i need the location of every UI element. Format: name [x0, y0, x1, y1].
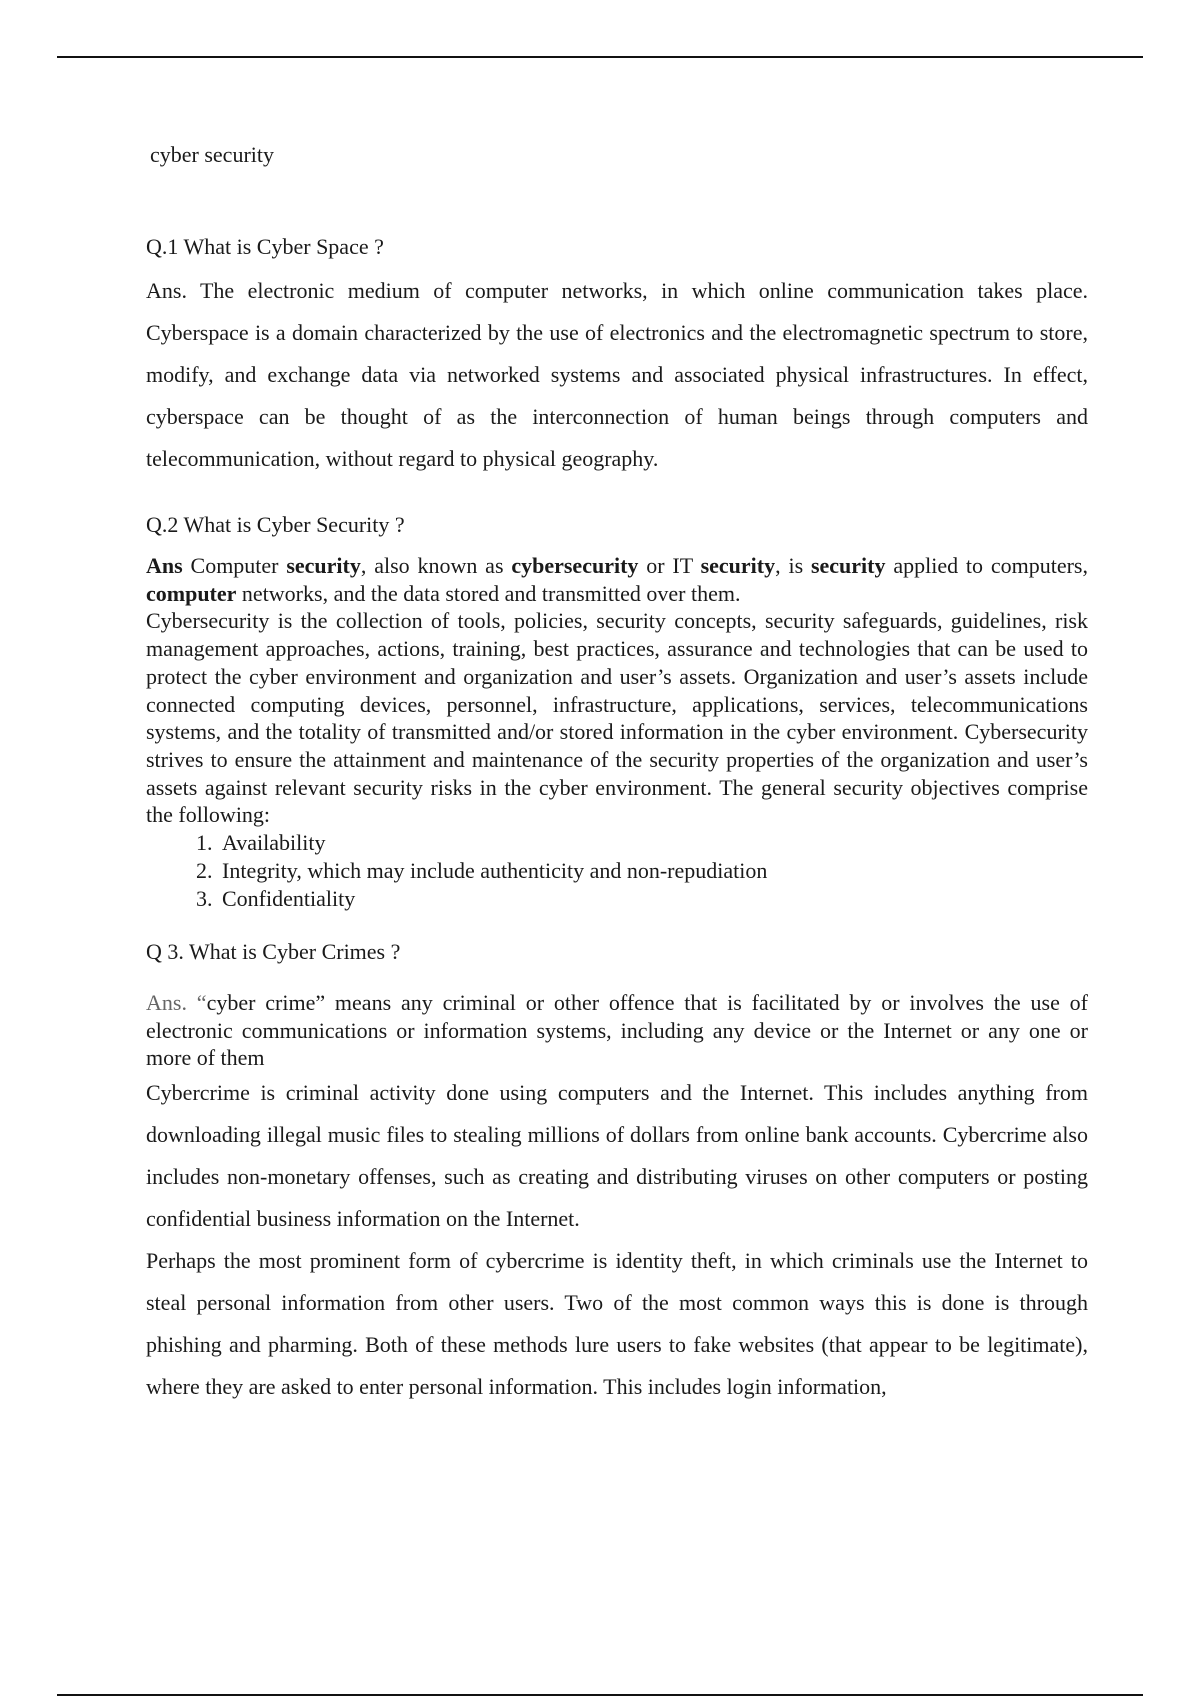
answer-lead: Ans. “ — [146, 990, 207, 1016]
question-2-detail: Cybersecurity is the collection of tools, policies, security concepts, security safeguards, guidelines, risk management approaches, actions, training, best practices, assurance and technologies that can be used to protect the cyber environment and organization and user’s assets. Organization and user’s assets include connected computing devices, personnel, infrastructure, applications, services, telecommunications systems, and the totality of transmitted and/or stored information in the cyber environment. Cybersecurity strives to ensure the attainment and maintenance of the security properties of the organization and user’s assets against relevant security risks in the cyber environment. The general security objectives comprise the following: — [146, 608, 1088, 828]
answer-run: security — [810, 553, 886, 578]
question-3-paragraph-2: Perhaps the most prominent form of cybercrime is identity theft, in which criminals use the Internet to steal personal information from other users. Two of the most common ways this is done is through phishing and pharming. Both of these methods lure users to fake websites (that appear to be legitimate), where they are asked to enter personal information. This includes login information, — [146, 1248, 1088, 1400]
question-3-answer — [146, 989, 1088, 1072]
answer-run: , also known as — [360, 553, 512, 578]
answer-run: Computer — [182, 553, 287, 578]
answer-run: or IT — [638, 553, 701, 578]
answer-text: cyber crime” means any criminal or other offence that is facilitated by or involves the use of electronic communications or information systems, including any device or the Internet or any one or more of them — [146, 990, 1088, 1071]
footer-rule — [57, 1694, 1143, 1696]
answer-run: , is — [775, 553, 811, 578]
security-objectives-list — [146, 829, 1088, 913]
document-title: cyber security — [150, 142, 274, 167]
list-item: 3. Confidentiality — [218, 885, 1088, 913]
answer-run: networks, and the data stored and transmitted over them. — [236, 580, 741, 606]
answer-run: cybersecurity — [511, 553, 639, 578]
answer-run: computer — [146, 580, 237, 606]
question-1-heading: Q.1 What is Cyber Space ? — [146, 234, 384, 259]
header-rule — [57, 56, 1143, 58]
question-1-answer: Ans. The electronic medium of computer networks, in which online communication takes place. Cyberspace is a domain characterized by the use of electronics and the electromagnetic spectrum to store, modify, and exchange data via networked systems and associated physical infrastructures. In effect, cyberspace can be thought of as the interconnection of human beings through computers and telecommunication, without regard to physical geography. — [146, 278, 1088, 471]
answer-run: security — [286, 553, 361, 578]
list-item: 1. Availability — [218, 829, 1088, 857]
answer-run: applied to computers, — [885, 553, 1088, 578]
document-body — [146, 140, 1088, 1408]
question-3-paragraph-1: Cybercrime is criminal activity done using computers and the Internet. This includes anything from downloading illegal music files to stealing millions of dollars from online bank accounts. Cybercrime also includes non-monetary offenses, such as creating and distributing viruses on other computers or posting confidential business information on the Internet. — [146, 1080, 1088, 1232]
question-2-answer — [146, 552, 1088, 607]
question-3-heading: Q 3. What is Cyber Crimes ? — [146, 939, 401, 965]
answer-run: Ans — [146, 553, 183, 578]
answer-run: security — [700, 553, 776, 578]
list-item: 2. Integrity, which may include authenticity and non-repudiation — [218, 857, 1088, 885]
question-2-heading: Q.2 What is Cyber Security ? — [146, 512, 405, 537]
